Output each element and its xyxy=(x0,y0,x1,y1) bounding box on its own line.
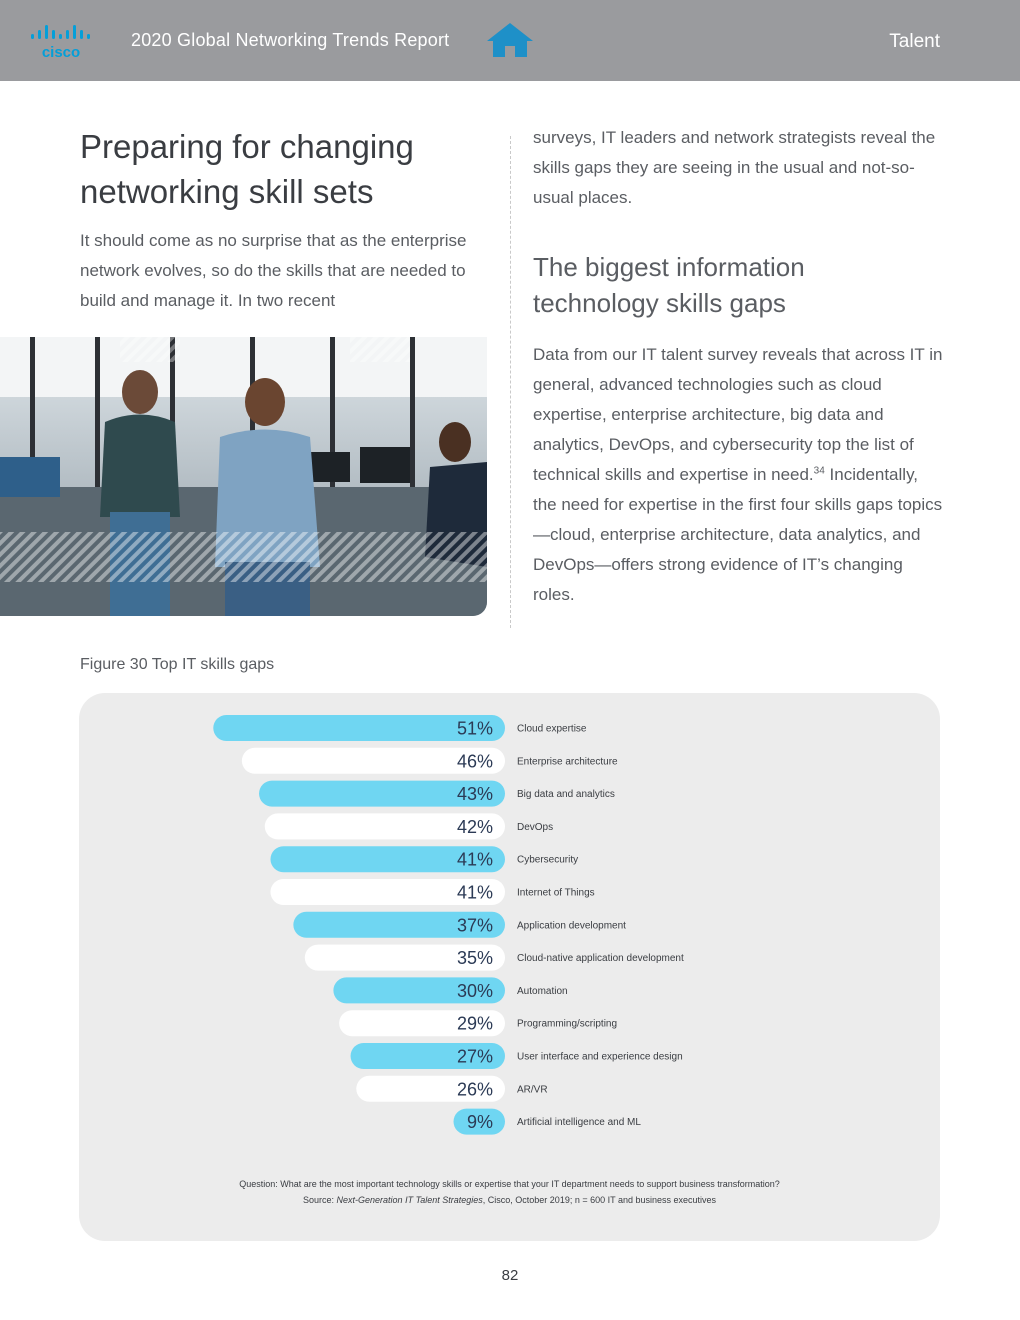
page-title xyxy=(80,124,490,214)
bar-value-label-10: 27% xyxy=(456,1046,493,1067)
source-suffix: , Cisco, October 2019; n = 600 IT and business executives xyxy=(482,1195,716,1205)
section-heading-line1: The biggest information xyxy=(533,252,805,282)
bar-category-label-12: Artificial intelligence and ML xyxy=(517,1117,641,1129)
bar-value-label-5: 41% xyxy=(456,882,493,903)
bar-category-label-2: Big data and analytics xyxy=(517,789,615,801)
bar-value-label-9: 29% xyxy=(456,1013,493,1034)
skills-paragraph-part1: Data from our IT talent survey reveals that across IT in general, advanced technologies such as cloud expertise, enterprise architecture, big data and analytics, DevOps, and cybersecurity top the list of technical skills and expertise in need. xyxy=(533,345,943,484)
column-divider xyxy=(510,136,511,628)
logo-text: cisco xyxy=(41,44,81,60)
chart-panel xyxy=(79,693,940,1241)
bar-value-label-12: 9% xyxy=(466,1112,493,1133)
bar-category-label-4: Cybersecurity xyxy=(517,854,579,866)
bar-value-label-11: 26% xyxy=(456,1079,493,1100)
skills-paragraph xyxy=(533,340,943,610)
bar-category-label-11: AR/VR xyxy=(517,1084,548,1096)
bar-category-label-1: Enterprise architecture xyxy=(517,756,618,768)
figure-caption: Figure 30 Top IT skills gaps xyxy=(80,656,275,673)
bar-value-label-6: 37% xyxy=(456,915,493,936)
section-heading-line2: technology skills gaps xyxy=(533,288,786,318)
bar-category-label-6: Application development xyxy=(517,920,626,932)
page-title-line1: Preparing for changing xyxy=(80,128,414,165)
bar-value-label-3: 42% xyxy=(456,816,493,837)
source-prefix: Source: xyxy=(303,1195,337,1205)
skills-paragraph-part2: Incidentally, the need for expertise in the first four skills gaps topics—cloud, enterprise architecture, data analytics, and DevOps—offers strong evidence of IT’s changing roles. xyxy=(533,465,943,604)
page-number: 82 xyxy=(501,1267,519,1284)
page-title-line2: networking skill sets xyxy=(80,173,374,210)
bar-value-label-4: 41% xyxy=(456,849,493,870)
cisco-logo xyxy=(30,24,96,60)
bar-category-label-3: DevOps xyxy=(517,821,554,833)
section-label: Talent xyxy=(889,31,940,52)
bar-category-label-0: Cloud expertise xyxy=(517,723,587,735)
right-column xyxy=(533,123,943,610)
bar-chart xyxy=(79,693,940,1163)
bar-value-label-1: 46% xyxy=(456,751,493,772)
chart-source xyxy=(79,1195,940,1205)
home-icon[interactable] xyxy=(486,22,534,58)
bar-value-label-0: 51% xyxy=(456,718,493,739)
page-header xyxy=(0,0,1020,81)
office-photo xyxy=(0,337,487,616)
bar-category-label-7: Cloud-native application development xyxy=(517,953,684,965)
bar-value-label-2: 43% xyxy=(456,784,493,805)
bar-category-label-8: Automation xyxy=(517,985,568,997)
bar-category-label-10: User interface and experience design xyxy=(517,1051,683,1063)
bar-value-label-8: 30% xyxy=(456,980,493,1001)
chart-question: Question: What are the most important technology skills or expertise that your IT department needs to support business transformation? xyxy=(239,1179,780,1189)
bar-category-label-5: Internet of Things xyxy=(517,887,595,899)
section-heading xyxy=(533,249,943,321)
source-title: Next-Generation IT Talent Strategies xyxy=(336,1195,483,1205)
footnote-ref: 34 xyxy=(813,465,825,477)
report-title: 2020 Global Networking Trends Report xyxy=(131,30,450,50)
bar-value-label-7: 35% xyxy=(456,948,493,969)
left-column xyxy=(80,124,490,316)
intro-paragraph: It should come as no surprise that as the enterprise network evolves, so do the skills that are needed to build and manage it. In two recent xyxy=(80,231,467,310)
continued-paragraph: surveys, IT leaders and network strategists reveal the skills gaps they are seeing in the usual and not-so-usual places. xyxy=(533,128,936,207)
bar-category-label-9: Programming/scripting xyxy=(517,1018,618,1030)
